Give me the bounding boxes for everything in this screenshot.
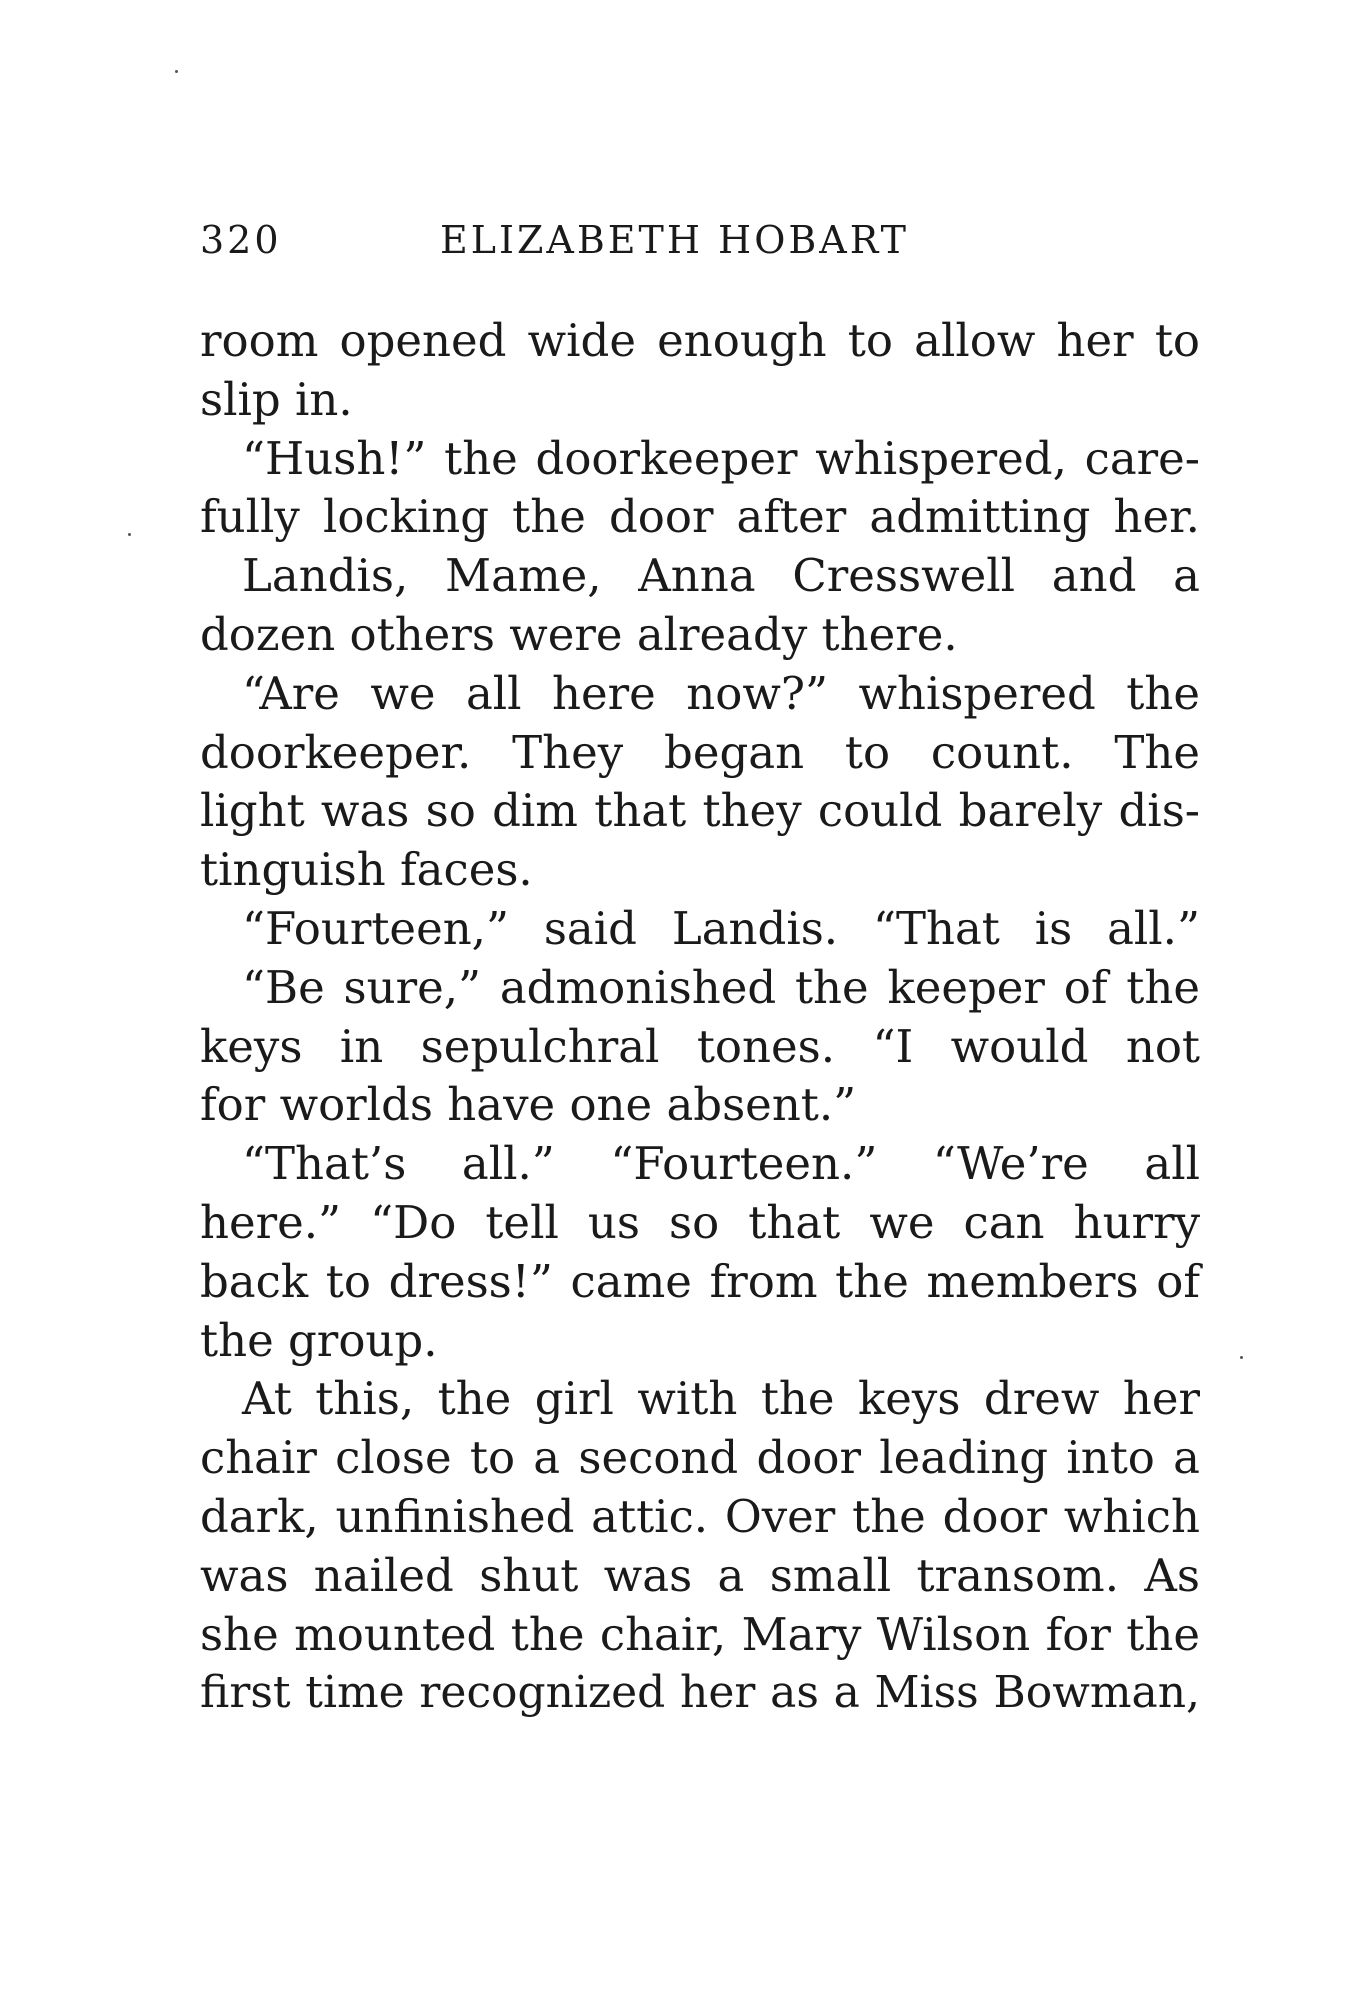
text-line: was nailed shut was a small transom. As: [200, 1548, 1200, 1602]
running-head: [200, 218, 1200, 278]
paper-speck: [175, 70, 178, 73]
text-line: fully locking the door after admitting her.: [200, 490, 1200, 544]
text-line: slip in.: [200, 372, 353, 426]
text-line: for worlds have one absent.”: [200, 1078, 857, 1132]
text-line: she mounted the chair, Mary Wilson for the: [200, 1607, 1200, 1661]
text-line: dozen others were already there.: [200, 607, 958, 661]
text-line: doorkeeper. They began to count. The: [200, 725, 1200, 779]
paper-speck: [1240, 1356, 1243, 1359]
text-line: the group.: [200, 1313, 438, 1367]
paper-speck: [128, 533, 131, 536]
text-line: “Be sure,” admonished the keeper of the: [242, 960, 1200, 1014]
text-line: “Fourteen,” said Landis. “That is all.”: [242, 901, 1200, 955]
text-line: room opened wide enough to allow her to: [200, 314, 1200, 367]
text-line: “Hush!” the doorkeeper whispered, care-: [242, 431, 1200, 485]
text-line: At this, the girl with the keys drew her: [242, 1372, 1200, 1426]
text-line: back to dress!” came from the members of: [200, 1254, 1200, 1308]
text-line: dark, unfinished attic. Over the door which: [200, 1489, 1200, 1543]
book-title: ELIZABETH HOBART: [440, 218, 910, 262]
body-text: [200, 312, 1200, 1723]
text-line: “That’s all.” “Fourteen.” “We’re all: [242, 1137, 1200, 1191]
text-line: light was so dim that they could barely dis-: [200, 784, 1200, 838]
text-line: “Are we all here now?” whispered the: [242, 666, 1200, 720]
text-line: keys in sepulchral tones. “I would not: [200, 1019, 1200, 1073]
text-line: Landis, Mame, Anna Cresswell and a: [242, 549, 1200, 603]
page-number: 320: [200, 218, 282, 262]
text-line: chair close to a second door leading into a: [200, 1431, 1200, 1485]
text-line: tinguish faces.: [200, 843, 533, 897]
text-line: first time recognized her as a Miss Bowman,: [200, 1667, 1200, 1719]
text-line: here.” “Do tell us so that we can hurry: [200, 1195, 1200, 1249]
